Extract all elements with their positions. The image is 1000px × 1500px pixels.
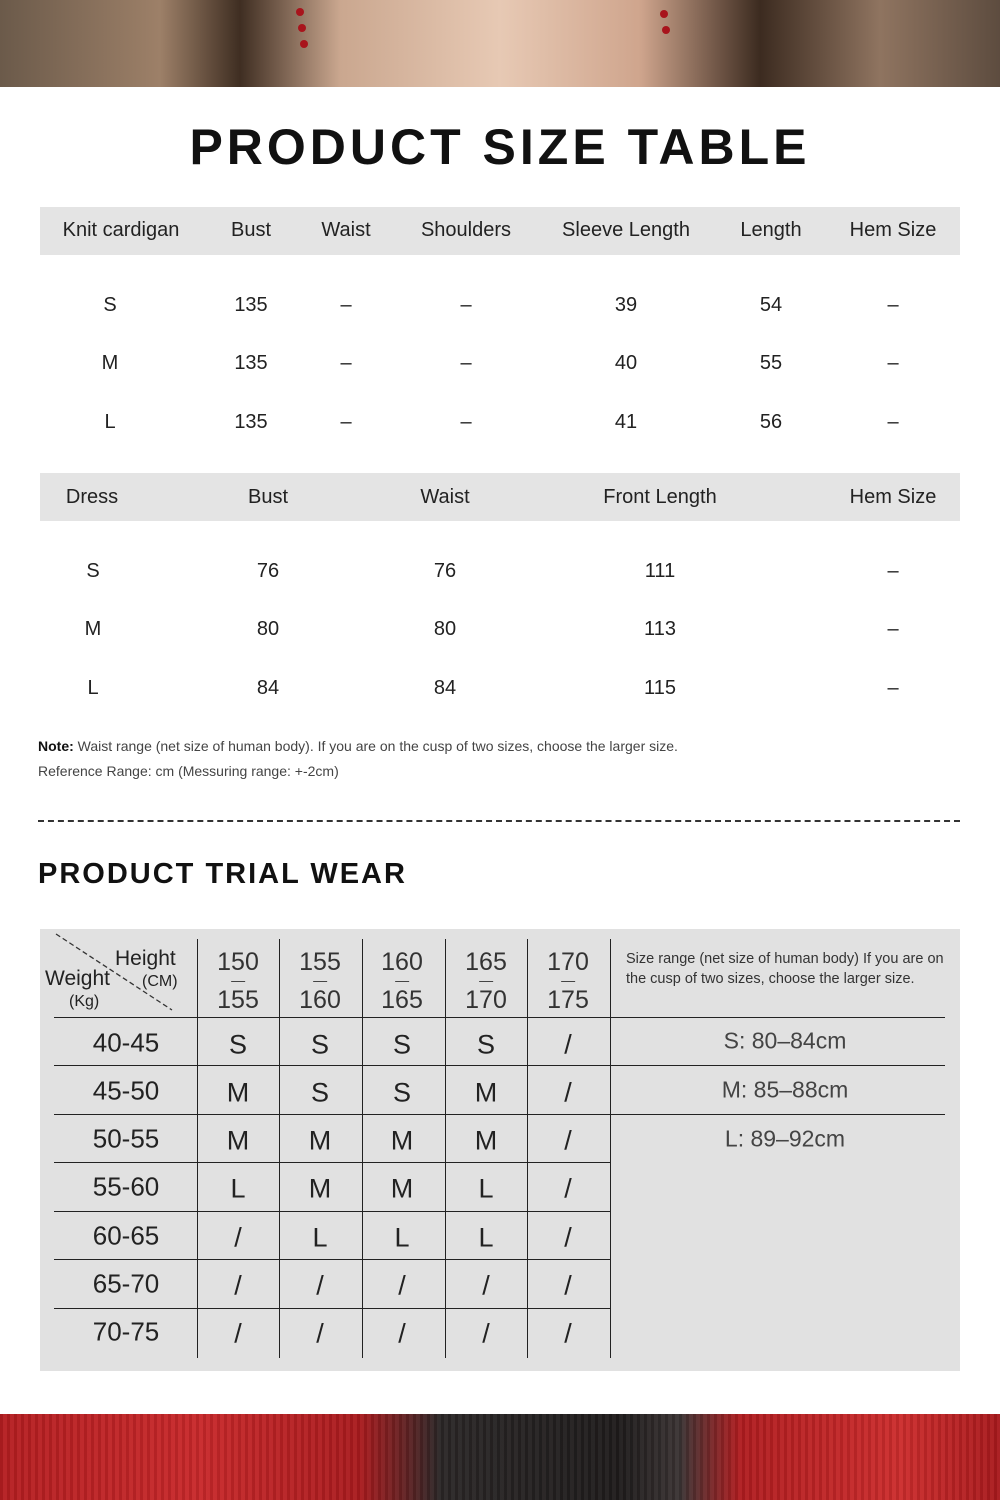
grid-vertical-line [279,939,280,1358]
cardigan-cell: – [887,294,899,316]
trial-title: PRODUCT TRIAL WEAR [38,858,407,890]
height-column-header [299,944,341,1019]
dress-cell: 80 [433,618,457,640]
height-from: 160 [381,948,423,976]
bust-range: L: 89–92cm [724,1125,846,1152]
earring-bead-icon [660,10,668,18]
recommended-size: M [226,1125,250,1156]
recommended-size: M [226,1077,250,1108]
recommended-size: / [564,1125,572,1156]
cardigan-cell: 41 [614,411,638,433]
height-to: 175 [547,986,589,1014]
dress-header-cell: Front Length [603,486,717,508]
dress-header-cell: Waist [420,486,470,508]
dress-cell: 76 [433,560,457,582]
recommended-size: / [234,1318,242,1349]
recommended-size: / [564,1318,572,1349]
bust-range: M: 85–88cm [721,1076,849,1103]
recommended-size: M [474,1077,498,1108]
weight-row-label: 45-50 [92,1075,160,1106]
weight-row-label: 60-65 [92,1220,160,1251]
height-column-header [465,944,507,1019]
recommended-size: L [312,1222,328,1253]
dress-cell: L [87,677,99,699]
dress-cell: 113 [644,618,676,640]
recommended-size: / [564,1173,572,1204]
note-label: Note: [38,738,74,754]
cardigan-cell: – [887,352,899,374]
grid-horizontal-line [54,1259,610,1260]
dress-header-row [40,473,960,521]
weight-row-label: 70-75 [92,1316,160,1347]
recommended-size: M [390,1173,414,1204]
grid-vertical-line [610,939,611,1358]
dress-cell: – [887,618,899,640]
cardigan-cell: – [340,294,352,316]
dress-cell: 115 [644,677,676,699]
recommended-size: L [478,1222,494,1253]
page-title: PRODUCT SIZE TABLE [189,119,811,175]
recommended-size: S [392,1077,412,1108]
bust-range: S: 80–84cm [723,1027,847,1054]
cardigan-cell: 56 [759,411,783,433]
dress-cell: 111 [644,560,676,582]
recommended-size: M [308,1125,332,1156]
dress-cell: – [887,677,899,699]
recommended-size: / [482,1270,490,1301]
recommended-size: / [482,1318,490,1349]
cardigan-header-cell: Hem Size [849,219,937,241]
dress-cell: 84 [256,677,280,699]
cardigan-cell: – [460,352,472,374]
cardigan-size-table [40,207,960,457]
dress-header-cell: Dress [65,486,119,508]
cardigan-cell: M [101,352,119,374]
height-from: 150 [217,948,259,976]
recommended-size: M [474,1125,498,1156]
cardigan-header-cell: Length [740,219,802,241]
dress-cell: M [84,618,102,640]
recommended-size: L [478,1173,494,1204]
height-label: Height [115,947,176,970]
height-to: 170 [465,986,507,1014]
grid-horizontal-line [54,1308,610,1309]
cardigan-cell: 135 [234,352,268,374]
recommended-size: L [230,1173,246,1204]
height-to: 165 [381,986,423,1014]
height-column-header [547,944,589,1019]
height-to: 155 [217,986,259,1014]
dress-cell: 84 [433,677,457,699]
weight-row-label: 50-55 [92,1123,160,1154]
cardigan-cell: 55 [759,352,783,374]
recommended-size: L [394,1222,410,1253]
height-from: 155 [299,948,341,976]
cardigan-header-cell: Knit cardigan [62,219,180,241]
dress-header-cell: Hem Size [849,486,937,508]
earring-bead-icon [296,8,304,16]
cardigan-header-cell: Waist [321,219,371,241]
earring-bead-icon [298,24,306,32]
size-note [38,738,678,754]
cardigan-cell: – [340,411,352,433]
height-from: 165 [465,948,507,976]
cardigan-cell: L [104,411,116,433]
grid-horizontal-line [54,1114,945,1115]
dress-cell: 80 [256,618,280,640]
recommended-size: / [398,1270,406,1301]
recommended-size: S [310,1029,330,1060]
weight-row-label: 55-60 [92,1171,160,1202]
recommended-size: M [390,1125,414,1156]
recommended-size: S [392,1029,412,1060]
model-photo-bottom [0,1414,1000,1500]
weight-row-label: 40-45 [92,1027,160,1058]
cardigan-cell: 135 [234,411,268,433]
recommended-size: / [234,1270,242,1301]
height-from: 170 [547,948,589,976]
recommended-size: / [564,1029,572,1060]
reference-range: Reference Range: cm (Messuring range: +-2cm) [38,763,339,779]
grid-vertical-line [527,939,528,1358]
dress-cell: S [86,560,100,582]
recommended-size: / [316,1318,324,1349]
recommended-size: / [564,1077,572,1108]
recommended-size: / [398,1318,406,1349]
note-text: Waist range (net size of human body). If you are on the cusp of two sizes, choose the larger size. [77,738,678,754]
dress-cell: 76 [256,560,280,582]
height-column-header [381,944,423,1019]
section-divider [38,820,960,822]
cardigan-header-cell: Sleeve Length [562,219,690,241]
cardigan-cell: 40 [614,352,638,374]
cardigan-cell: S [103,294,117,316]
model-photo-top [0,0,1000,87]
recommended-size: / [564,1222,572,1253]
cardigan-header-cell: Shoulders [420,219,512,241]
knit-texture [0,1414,1000,1500]
earring-bead-icon [662,26,670,34]
grid-horizontal-line [54,1211,610,1212]
grid-horizontal-line [54,1162,610,1163]
cardigan-cell: 54 [759,294,783,316]
recommended-size: / [564,1270,572,1301]
cardigan-cell: – [887,411,899,433]
cardigan-cell: – [460,294,472,316]
side-size-note: Size range (net size of human body) If you are on the cusp of two sizes, choose the larger size. [626,951,944,987]
recommended-size: S [228,1029,248,1060]
cardigan-cell: 39 [614,294,638,316]
recommended-size: / [316,1270,324,1301]
dress-cell: – [887,560,899,582]
weight-label: Weight [45,967,110,990]
grid-vertical-line [362,939,363,1358]
grid-vertical-line [445,939,446,1358]
recommended-size: / [234,1222,242,1253]
earring-bead-icon [300,40,308,48]
cardigan-cell: 135 [234,294,268,316]
weight-unit: (Kg) [69,993,100,1010]
recommended-size: S [476,1029,496,1060]
height-unit: (CM) [142,973,178,990]
height-column-header [217,944,259,1019]
dress-size-table [40,473,960,713]
grid-horizontal-line [54,1065,945,1066]
weight-row-label: 65-70 [92,1268,160,1299]
recommended-size: M [308,1173,332,1204]
cardigan-cell: – [460,411,472,433]
cardigan-header-cell: Bust [230,219,272,241]
height-to: 160 [299,986,341,1014]
grid-vertical-line [197,939,198,1358]
recommended-size: S [310,1077,330,1108]
dress-header-cell: Bust [247,486,289,508]
cardigan-cell: – [340,352,352,374]
